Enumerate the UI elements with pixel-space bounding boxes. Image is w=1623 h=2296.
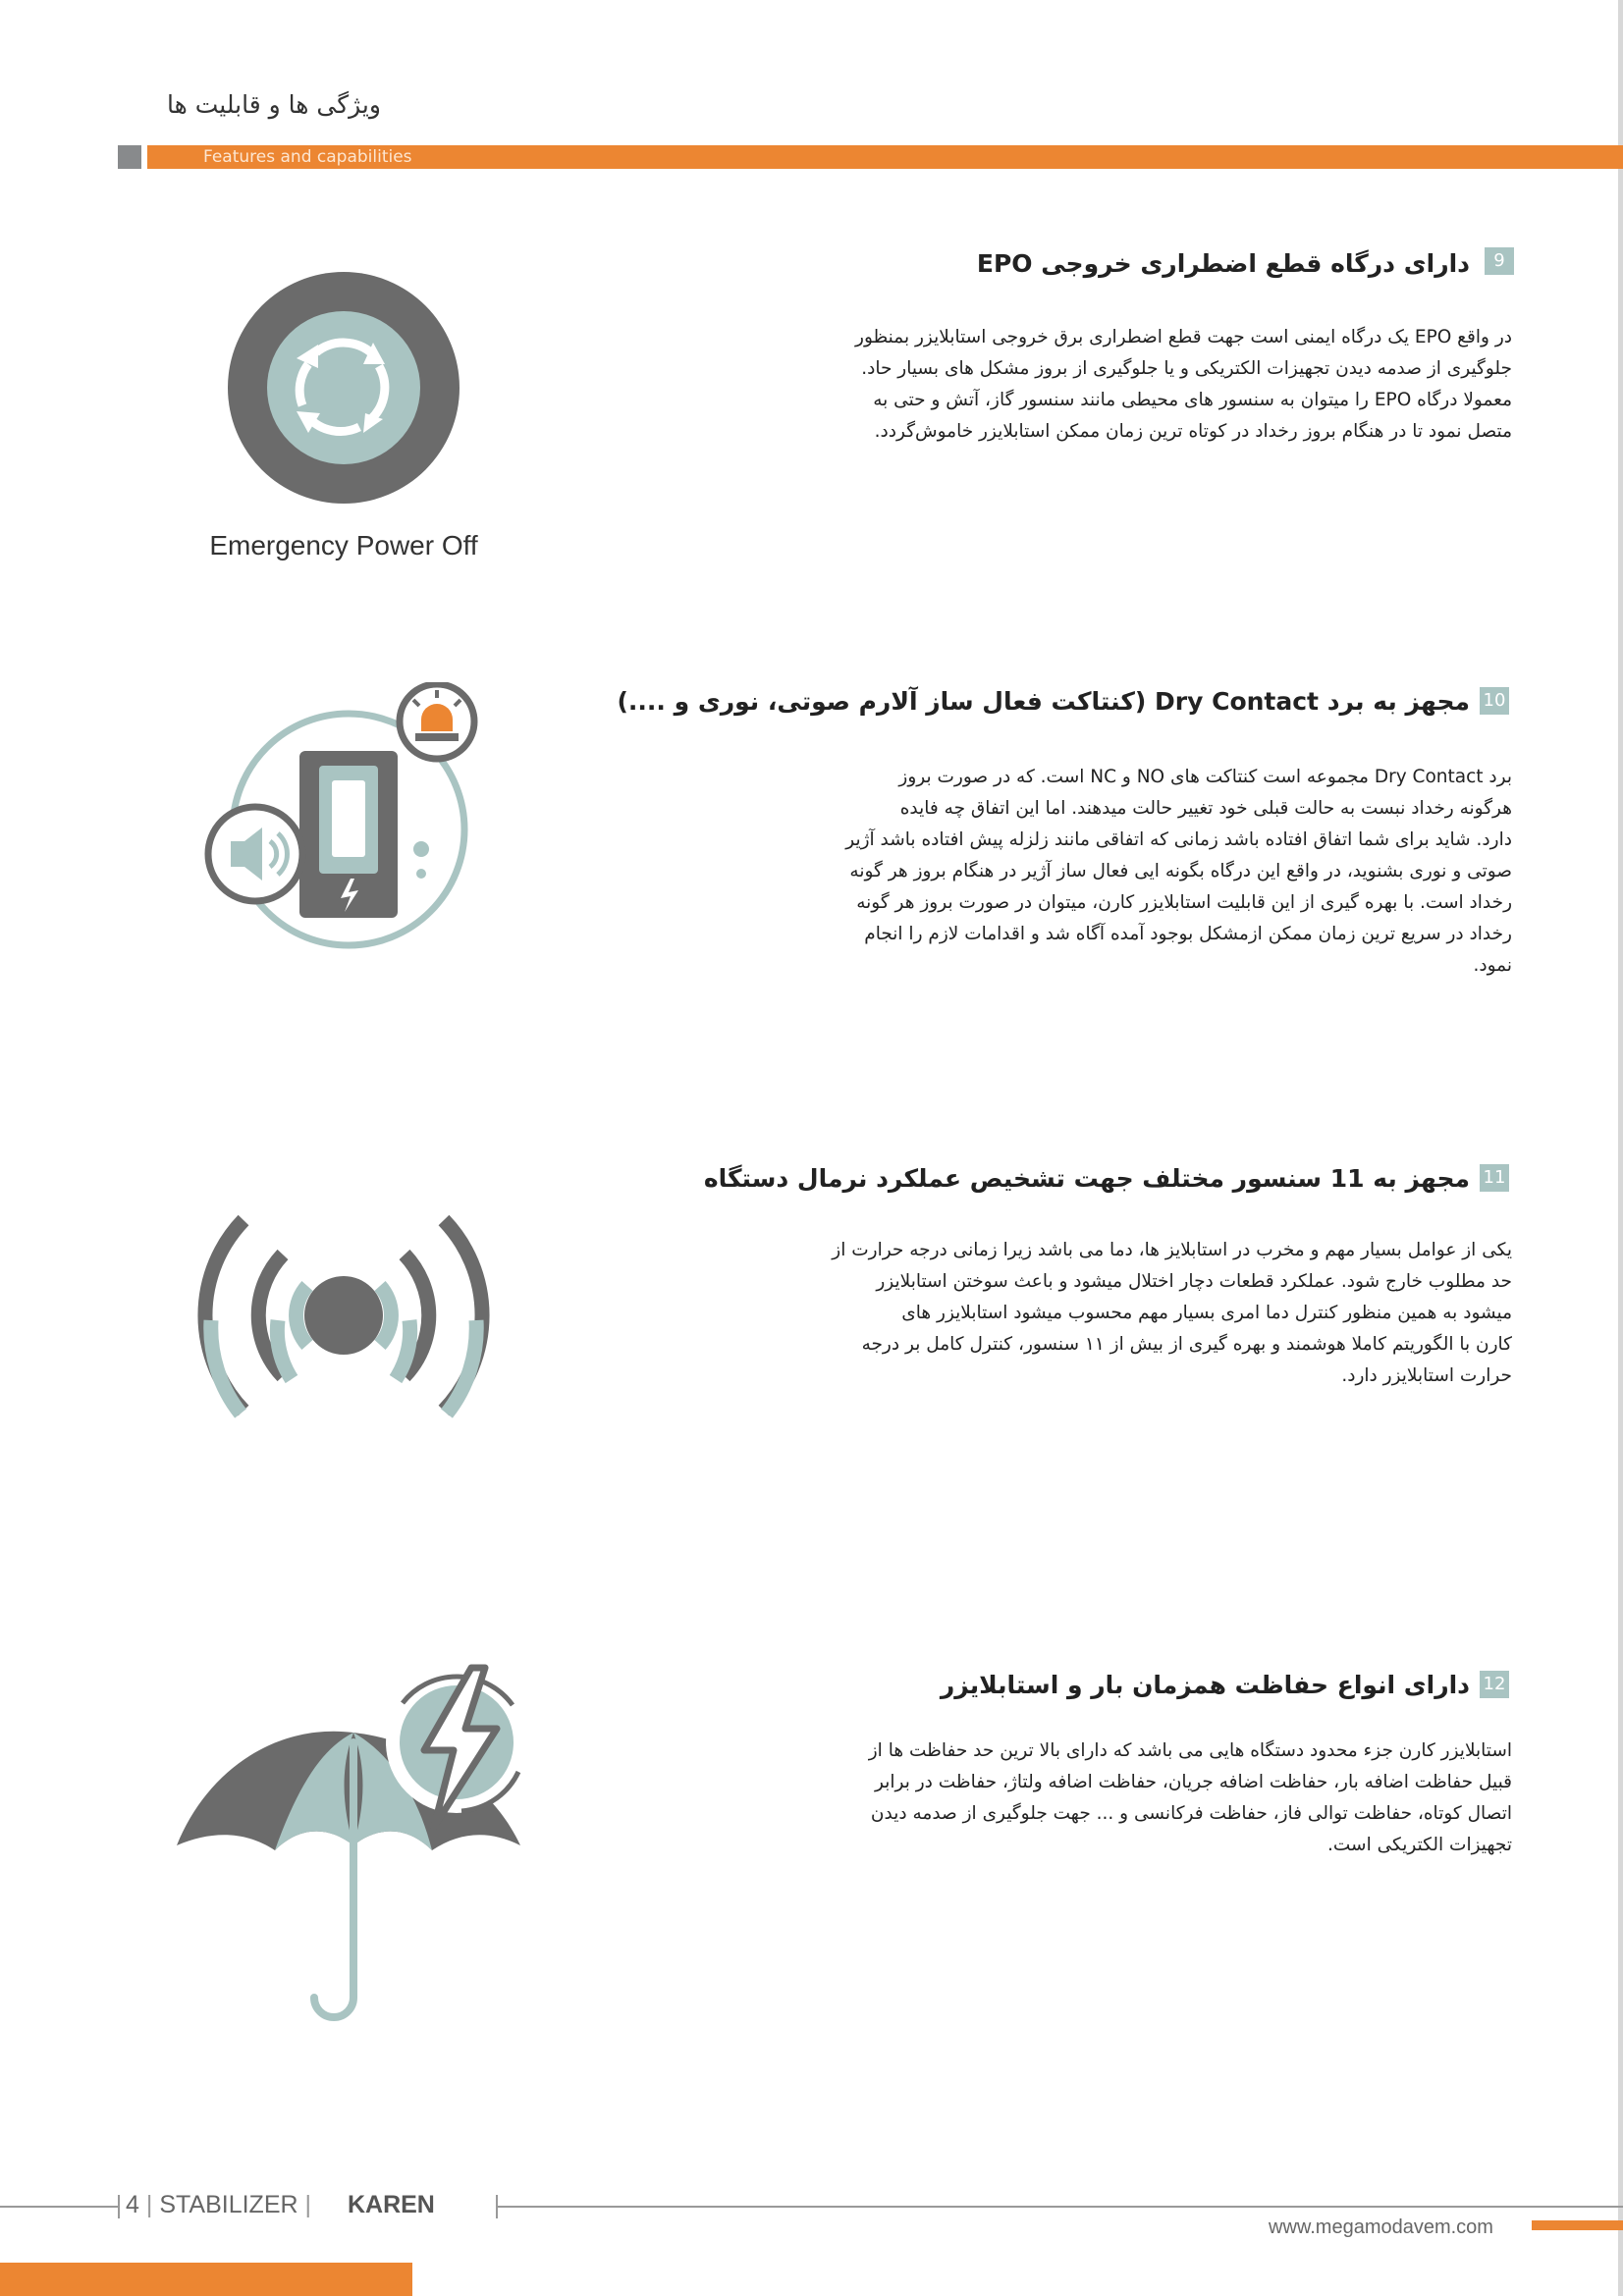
brand-label: KAREN [347,2191,435,2218]
section-body-12: استابلایزر کارن جزء محدود دستگاه هایی می باشد که دارای بالا ترین حد حفاظت ها از قبیل حفاظت اضافه بار، حفاظت اضافه جریان، حفاظت اضافه ولتاژ، حفاظت در برابر اتصال کوتاه، حفاظت توالی فاز، حفاظت فرکانسی و ... جهت جلوگیری از صدمه دیدن تجهیزات الکتریکی است. [868,1740,1512,1855]
header-square [118,145,141,169]
footer-brand: 4 | STABILIZER | KAREN [126,2191,435,2218]
page-edge [1618,0,1623,2296]
section-title-12: دارای انواع حفاظت همزمان بار و استابلایزر [940,1671,1470,1699]
page-title: ویژگی ها و قابلیت ها [167,90,381,119]
section-number-9: 9 [1485,247,1514,275]
sensor-signal-icon [182,1193,506,1438]
footer-accent-bar [1532,2220,1623,2230]
footer-orange-block [0,2263,412,2296]
section-body-11: یکی از عوامل بسیار مهم و مخرب در استابلایز ها، دما می باشد زیرا زمانی درجه حرارت از حد مطلوب خارج شود. عملکرد قطعات دچار اختلال میشود و باعث سوختن استابلایزر میشود به همین منظور کنترل دما امری بسیار مهم محسوب میشود استابلایزر های کارن با الگوریتم کاملا هوشمند و بهره گیری از بیش از ۱۱ سنسور، کنترل کامل بر درجه حرارت استابلایزر دارد. [832,1240,1512,1386]
section-title-10: مجهز به برد Dry Contact (کنتاکت فعال ساز آلارم صوتی، نوری و ....) [617,687,1470,716]
epo-caption: Emergency Power Off [209,530,478,561]
footer-tick-left [118,2195,120,2218]
umbrella-lightning-icon [167,1664,540,2076]
section-title-9: دارای درگاه قطع اضطراری خروجی EPO [976,249,1470,278]
dry-contact-alarm-icon [201,682,496,957]
section-body-10: برد Dry Contact مجموعه است کنتاکت های NO و NC است. که در صورت بروز هرگونه رخداد نبست به حالت قبلی خود تغییر حالت میدهند. اما این اتفاق چه فایده دارد. شاید برای شما اتفاق افتاده باشد زمانی که اتفاقی مانند زلزله پیش افتاده باشد آژیر صوتی و نوری بشنوید، در واقع این درگاه بگونه ایی فعال ساز آژیر در هنگام بروز هر گونه رخداد است. با بهره گیری از این قابلیت استابلایزر کارن، میتوان در صورت بروز هر گونه رخداد در سریع ترین زمان ممکن ازمشکل بوجود آمده آگاه شد و اقدامات لازم را انجام نمود. [845,767,1512,976]
footer-line-right [496,2206,1623,2208]
section-body-9: در واقع EPO یک درگاه ایمنی است جهت قطع اضطراری برق خروجی استابلایزر بمنظور جلوگیری از صدمه دیدن تجهیزات الکتریکی و یا جلوگیری از بروز مشکل های بسیار حاد. معمولا درگاه EPO را میتوان به سنسور های محیطی مانند سنسور گاز، آتش و حتی به متصل نمود تا در هنگام بروز رخداد در کوتاه ترین زمان ممکن استابلایزر خاموش‌گردد. [855,327,1512,442]
product-label: STABILIZER [159,2191,298,2218]
section-title-11: مجهز به 11 سنسور مختلف جهت تشخیص عملکرد نرمال دستگاه [703,1164,1470,1193]
section-number-11: 11 [1480,1164,1509,1192]
page-subtitle: Features and capabilities [203,147,412,167]
footer-line-left [0,2206,118,2208]
page-number: 4 [126,2191,139,2218]
epo-refresh-icon [226,270,461,506]
section-number-12: 12 [1480,1671,1509,1698]
website-url[interactable]: www.megamodavem.com [1269,2216,1493,2238]
section-number-10: 10 [1480,687,1509,715]
